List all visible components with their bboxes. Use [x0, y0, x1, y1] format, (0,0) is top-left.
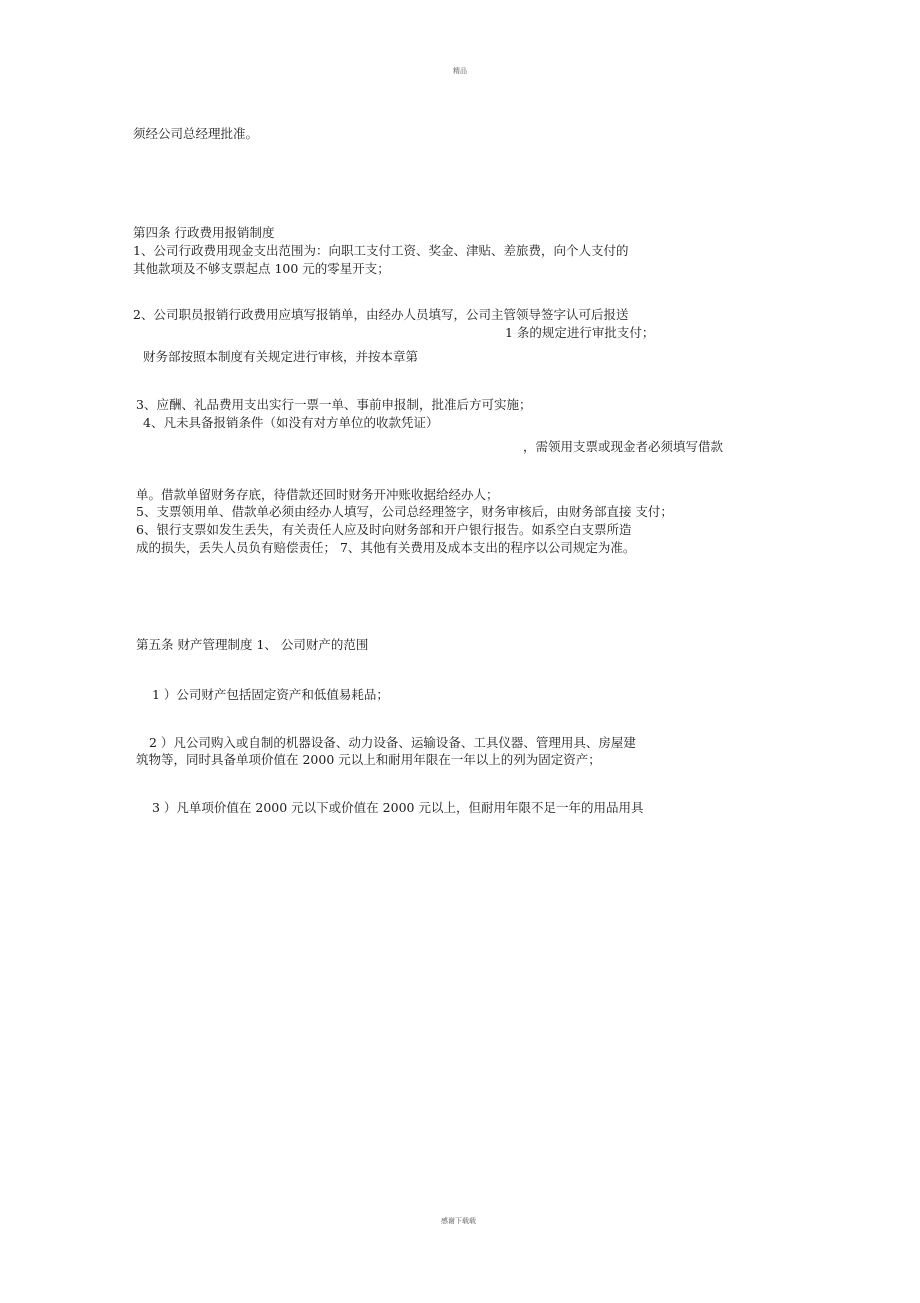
text-line: 6、银行支票如发生丢失，有关责任人应及时向财务部和开户银行报告。如系空白支票所造: [136, 522, 632, 537]
text-line: 须经公司总经理批准。: [133, 126, 259, 141]
text-line: 3 ）凡单项价值在 2000 元以下或价值在 2000 元以上，但耐用年限不足一年的用品用具: [152, 800, 644, 815]
text-line: 其他款项及不够支票起点 100 元的零星开支；: [133, 261, 390, 276]
text-line: 成的损失，丢失人员负有赔偿责任； 7、其他有关费用及成本支出的程序以公司规定为准。: [136, 540, 636, 555]
section-heading: 第四条 行政费用报销制度: [133, 225, 275, 240]
section-heading: 第五条 财产管理制度 1、 公司财产的范围: [136, 637, 369, 652]
text-line: 5、支票领用单、借款单必须由经办人填写，公司总经理签字，财务审核后，由财务部直接 支付；: [136, 504, 673, 519]
text-line: 1、公司行政费用现金支出范围为：向职工支付工资、奖金、津贴、差旅费，向个人支付的: [133, 243, 629, 258]
text-line: ，需领用支票或现金者必须填写借款: [523, 439, 724, 454]
text-line: 财务部按照本制度有关规定进行审核，并按本章第: [143, 349, 419, 364]
text-line: 单。借款单留财务存底，待借款还回时财务开冲账收据给经办人；: [136, 487, 499, 502]
text-line: 1 条的规定进行审批支付；: [505, 325, 655, 340]
text-line: 4、凡未具备报销条件（如没有对方单位的收款凭证）: [143, 415, 439, 430]
text-line: 3、应酬、礼品费用支出实行一票一单、事前申报制，批准后方可实施；: [136, 397, 532, 412]
text-line: 2 ）凡公司购入或自制的机器设备、动力设备、运输设备、工具仪器、管理用具、房屋建: [149, 735, 636, 750]
text-line: 2、公司职员报销行政费用应填写报销单，由经办人员填写，公司主管领导签字认可后报送: [133, 307, 629, 322]
footer-mark: 感谢下载载: [441, 1217, 476, 1225]
header-mark: 精品: [453, 67, 467, 75]
text-line: 1 ）公司财产包括固定资产和低值易耗品；: [152, 687, 389, 702]
text-line: 筑物等，同时具备单项价值在 2000 元以上和耐用年限在一年以上的列为固定资产；: [136, 752, 601, 767]
